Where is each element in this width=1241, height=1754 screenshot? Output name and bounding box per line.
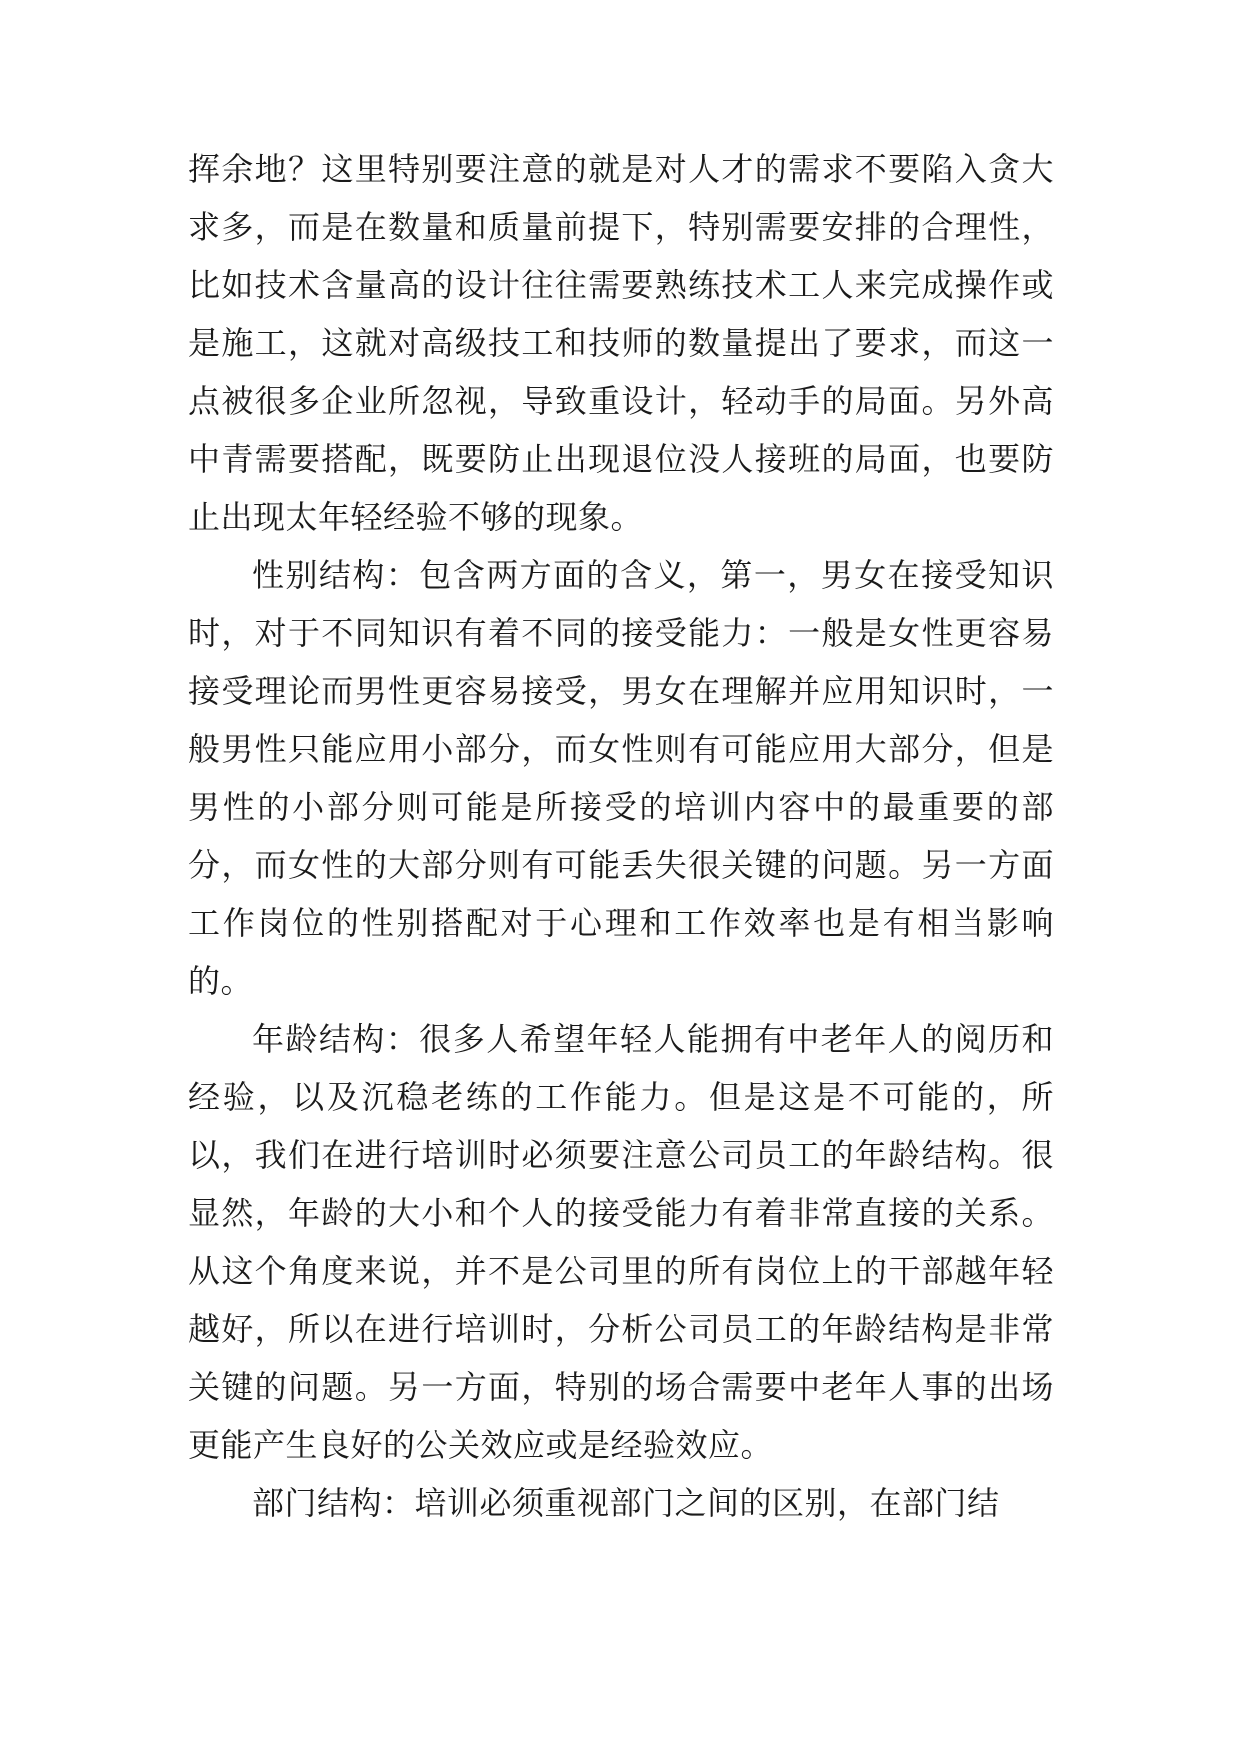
document-page: [188, 140, 1054, 1532]
paragraph-department-structure: 部门结构：培训必须重视部门之间的区别，在部门结: [252, 1484, 1000, 1522]
paragraph-age-structure: 年龄结构：很多人希望年轻人能拥有中老年人的阅历和经验，以及沉稳老练的工作能力。但是这是不可能的，所以，我们在进行培训时必须要注意公司员工的年龄结构。很显然，年龄的大小和个人的接受能力有着非常直接的关系。从这个角度来说，并不是公司里的所有岗位上的干部越年轻越好，所以在进行培训时，分析公司员工的年龄结构是非常关键的问题。另一方面，特别的场合需要中老年人事的出场更能产生良好的公关效应或是经验效应。: [188, 1020, 1054, 1464]
paragraph-gender-structure: 性别结构：包含两方面的含义，第一，男女在接受知识时，对于不同知识有着不同的接受能力：一般是女性更容易接受理论而男性更容易接受，男女在理解并应用知识时，一般男性只能应用小部分，而女性则有可能应用大部分，但是男性的小部分则可能是所接受的培训内容中的最重要的部分，而女性的大部分则有可能丢失很关键的问题。另一方面工作岗位的性别搭配对于心理和工作效率也是有相当影响的。: [188, 556, 1054, 1000]
paragraph-continuation: 挥余地？这里特别要注意的就是对人才的需求不要陷入贪大求多，而是在数量和质量前提下，特别需要安排的合理性，比如技术含量高的设计往往需要熟练技术工人来完成操作或是施工，这就对高级技工和技师的数量提出了要求，而这一点被很多企业所忽视，导致重设计，轻动手的局面。另外高中青需要搭配，既要防止出现退位没人接班的局面，也要防止出现太年轻经验不够的现象。: [188, 150, 1054, 536]
